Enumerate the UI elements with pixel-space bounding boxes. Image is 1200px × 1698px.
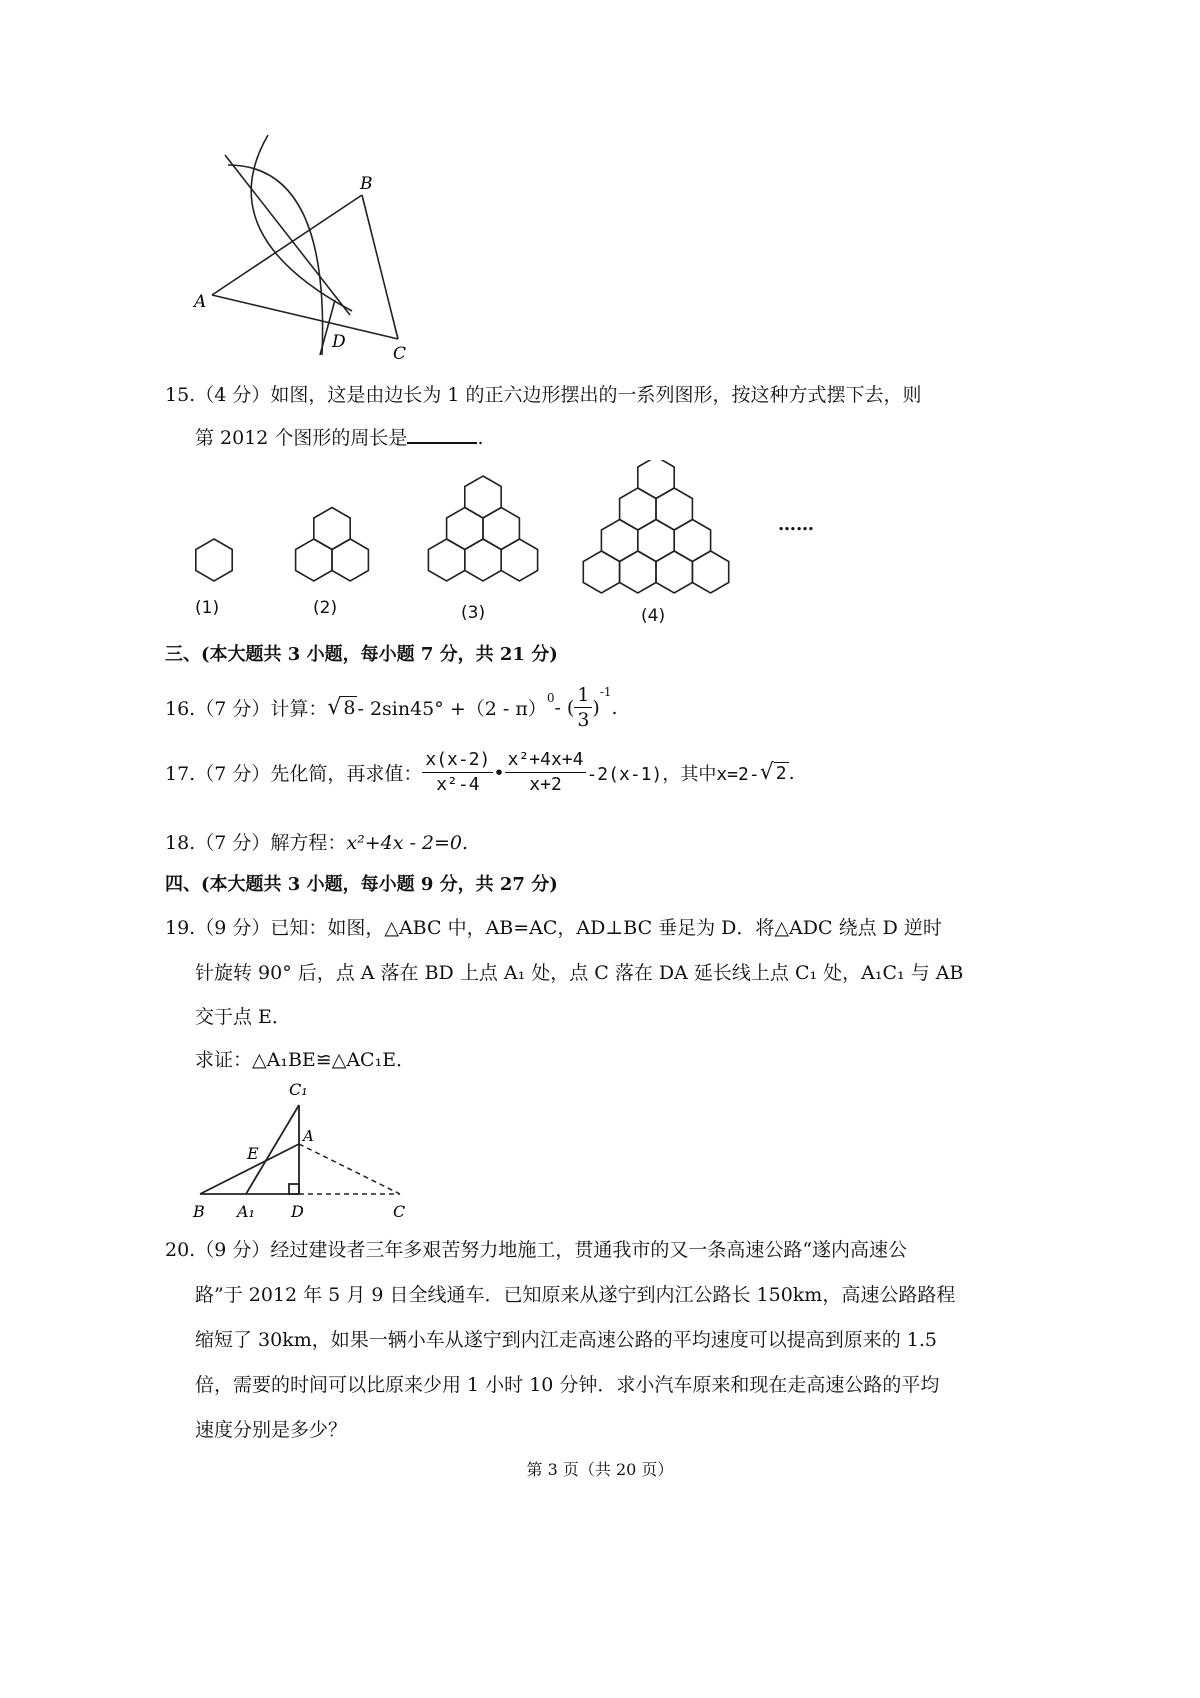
label-d: D xyxy=(332,332,346,352)
hexagon-fig4 xyxy=(656,551,692,593)
label-d: D xyxy=(291,1202,304,1221)
q19-line3: 交于点 E． xyxy=(195,1006,291,1028)
arc-2 xyxy=(228,165,323,355)
hexagon-fig2 xyxy=(296,539,332,581)
q15-line2: 第 2012 个图形的周长是 . xyxy=(195,423,483,450)
label-a: A xyxy=(303,1127,314,1145)
q20-line3: 缩短了 30km，如果一辆小车从遂宁到内江走高速公路的平均速度可以提高到原来的 1.5 xyxy=(195,1329,938,1351)
label-b: B xyxy=(360,174,373,194)
q17: 17.（7 分）先化简，再求值： $\frac{x(x-2)}{\text{x²-4}}$ • $\frac{\text{x²+4x+4}}{x+2}$ -2(x-1)，其中x=2- √ 2 . xyxy=(165,749,795,795)
q19-line1: 19.（9 分）已知：如图，△ABC 中，AB=AC，AD⊥BC 垂足为 D．将△ADC 绕点 D 逆时 xyxy=(165,917,942,939)
q20-line5: 速度分别是多少？ xyxy=(195,1419,348,1441)
hexagon-fig4 xyxy=(656,488,692,530)
label-a1: A₁ xyxy=(237,1202,255,1221)
q20-line4: 倍，需要的时间可以比原来少用 1 小时 10 分钟．求小汽车原来和现在走高速公路的平均 xyxy=(195,1374,940,1396)
hexagon-pattern-figures xyxy=(170,460,870,635)
figure-19-rotation xyxy=(185,1075,425,1225)
label-c1: C₁ xyxy=(289,1080,308,1099)
page-footer: 第 3 页（共 20 页） xyxy=(526,1460,674,1479)
hexagon-fig3 xyxy=(501,539,537,581)
hexagon-fig4 xyxy=(601,520,637,562)
fraction-1: $\frac{x(x-2)}{\text{x²-4}}$ xyxy=(422,748,493,797)
hexagon-fig3 xyxy=(465,476,501,518)
arc-1 xyxy=(251,135,352,311)
hexagon-fig1 xyxy=(196,539,232,581)
fraction-2: $\frac{\text{x²+4x+4}}{x+2}$ xyxy=(505,748,587,797)
q20-line2: 路”于 2012 年 5 月 9 日全线通车．已知原来从遂宁到内江公路长 150km，高速公路路程 xyxy=(195,1284,956,1306)
q18: 18.（7 分）解方程：x²+4x - 2=0. xyxy=(165,832,469,854)
label-c: C xyxy=(393,344,407,364)
label-a: A xyxy=(194,292,207,312)
q20-line1: 20.（9 分）经过建设者三年多艰苦努力地施工，贯通我市的又一条高速公路“遂内高速公 xyxy=(165,1239,908,1261)
label-e: E xyxy=(247,1144,259,1163)
radical-icon: √ xyxy=(327,695,342,720)
hexagon-fig4 xyxy=(638,460,674,499)
caption-3: (3) xyxy=(461,603,486,623)
radical-icon: √ xyxy=(759,760,774,785)
fraction-one-third: $\frac{1}{3}$ xyxy=(574,683,592,732)
hexagon-fig4 xyxy=(620,488,656,530)
q19-line4: 求证：△A₁BE≌△AC₁E． xyxy=(195,1049,416,1071)
answer-blank xyxy=(407,424,477,444)
caption-2: (2) xyxy=(313,598,338,618)
hexagon-fig2 xyxy=(332,539,368,581)
segment-bc xyxy=(362,195,398,339)
figure-14-triangle xyxy=(190,125,450,385)
hexagon-fig4 xyxy=(620,551,656,593)
hexagon-fig4 xyxy=(638,520,674,562)
q16: 16.（7 分）计算： √ 8 - 2sin45° +（2 - π） $^0$ - ( $\frac{1}{3}$ ) $^{-1}$ . xyxy=(165,684,618,731)
segment-ab xyxy=(212,195,362,295)
section-4-heading: 四、(本大题共 3 小题，每小题 9 分，共 27 分) xyxy=(165,874,558,895)
caption-4: (4) xyxy=(641,606,666,626)
dashed-ac xyxy=(299,1144,400,1194)
q19-line2: 针旋转 90° 后，点 A 落在 BD 上点 A₁ 处，点 C 落在 DA 延长线上点 C₁ 处，A₁C₁ 与 AB xyxy=(195,962,964,984)
segment-ac xyxy=(212,295,398,339)
ellipsis: …… xyxy=(778,514,814,535)
label-c: C xyxy=(393,1202,406,1221)
caption-1: (1) xyxy=(195,598,220,618)
hexagon-fig3 xyxy=(428,539,464,581)
hexagon-fig3 xyxy=(465,539,501,581)
hexagon-fig4 xyxy=(674,520,710,562)
q15-line1: 15.（4 分）如图，这是由边长为 1 的正六边形摆出的一系列图形，按这种方式摆下去，则 xyxy=(165,384,922,406)
section-3-heading: 三、(本大题共 3 小题，每小题 7 分，共 21 分) xyxy=(165,644,558,665)
hexagon-fig3 xyxy=(483,508,519,550)
right-angle-mark xyxy=(289,1184,299,1194)
hexagon-fig2 xyxy=(314,508,350,550)
hexagon-fig4 xyxy=(583,551,619,593)
hexagon-fig3 xyxy=(447,508,483,550)
label-b: B xyxy=(193,1202,205,1221)
bisector-line xyxy=(225,155,350,315)
hexagon-fig4 xyxy=(692,551,728,593)
